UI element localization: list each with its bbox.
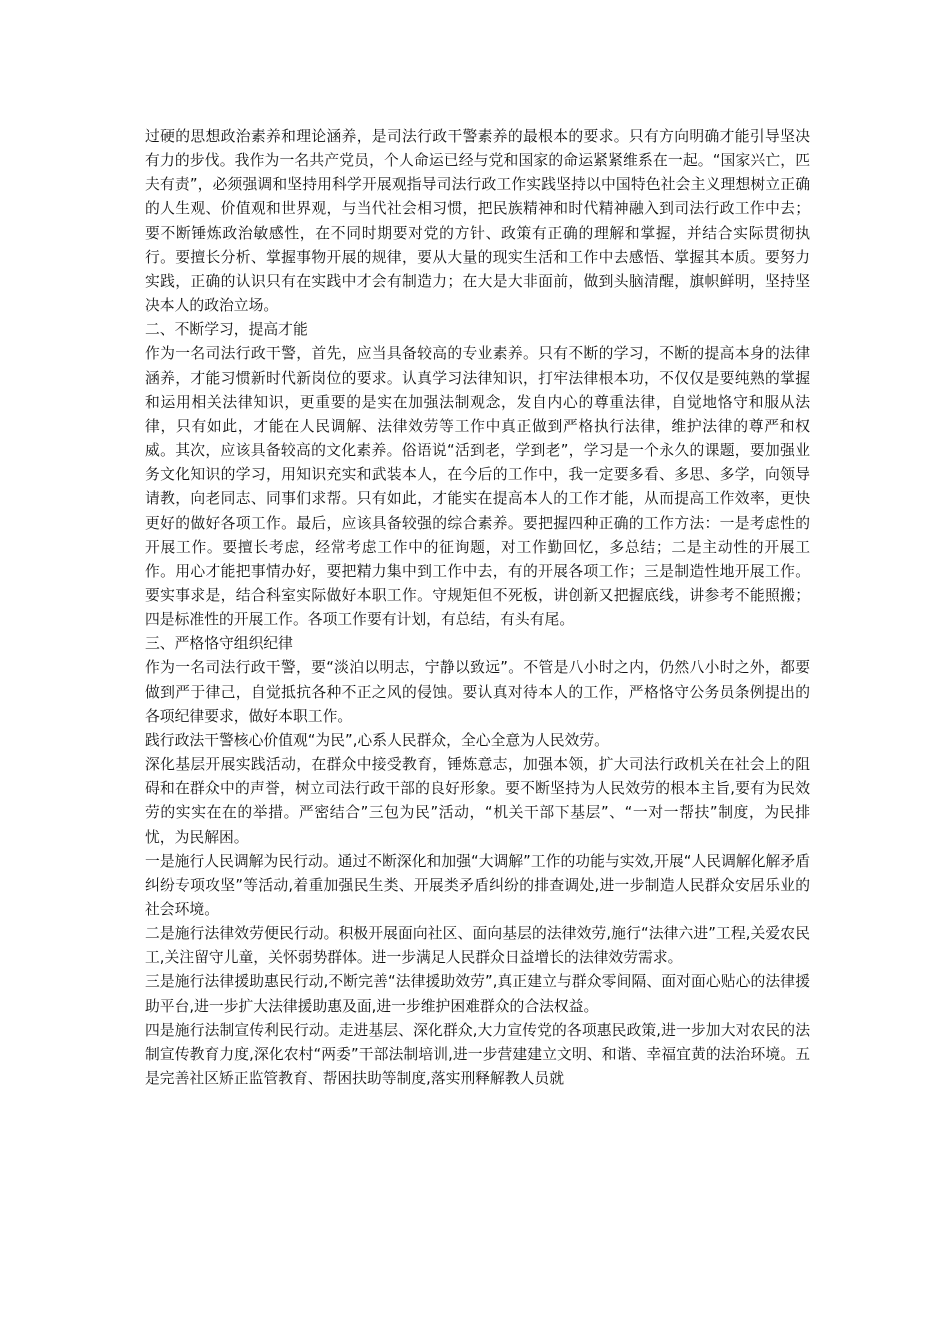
paragraph-action-2: 二是施行法律效劳便民行动。积极开展面向社区、面向基层的法律效劳,施行“法律六进”工程,关爱农民工,关注留守儿童，关怀弱势群体。进一步满足人民群众日益增长的法律效劳需求。 [145, 925, 810, 967]
paragraph-grassroots: 深化基层开展实践活动，在群众中接受教育，锤炼意志，加强本领，扩大司法行政机关在社会上的阻碍和在群众中的声誉，树立司法行政干部的良好形象。要不断坚持为人民效劳的根本主旨,要有为民效劳的实实在在的举措。严密结合”三包为民”活动，“机关干部下基层”、“一对一帮扶”制度，为民排忧，为民解困。 [145, 756, 810, 846]
section-heading-2: 二、不断学习，提高才能 [145, 321, 308, 339]
paragraph-discipline: 作为一名司法行政干警，要“淡泊以明志，宁静以致远”。不管是八小时之内，仍然八小时之外，都要做到严于律己，自觉抵抗各种不正之风的侵蚀。要认真对待本人的工作，严格恪守公务员条例提出的各项纪律要求，做好本职工作。 [145, 659, 810, 725]
paragraph-study: 作为一名司法行政干警，首先，应当具备较高的专业素养。只有不断的学习，不断的提高本身的法律涵养，才能习惯新时代新岗位的要求。认真学习法律知识，打牢法律根本功，不仅仅是要纯熟的掌握和运用相关法律知识，更重要的是实在加强法制观念，发自内心的尊重法律，自觉地恪守和服从法律，只有如此，才能在人民调解、法律效劳等工作中真正做到严格执行法律，维护法律的尊严和权威。其次，应该具备较高的文化素养。俗语说“活到老，学到老”，学习是一个永久的课题，要加强业务文化知识的学习，用知识充实和武装本人，在今后的工作中，我一定要多看、多思、多学，向领导请教，向老同志、同事们求帮。只有如此，才能实在提高本人的工作才能，从而提高工作效率，更快更好的做好各项工作。最后，应该具备较强的综合素养。要把握四种正确的工作方法：一是考虑性的开展工作。要擅长考虑，经常考虑工作中的征询题，对工作勤回忆，多总结；二是主动性的开展工作。用心才能把事情办好，要把精力集中到工作中去，有的开展各项工作；三是制造性地开展工作。要实事求是，结合科室实际做好本职工作。守规矩但不死板，讲创新又把握底线，讲参考不能照搬；四是标准性的开展工作。各项工作要有计划，有总结，有头有尾。 [145, 345, 810, 629]
section-heading-3: 三、严格恪守组织纪律 [145, 635, 293, 653]
paragraph-political-quality: 过硬的思想政治素养和理论涵养，是司法行政干警素养的最根本的要求。只有方向明确才能引导坚决有力的步伐。我作为一名共产党员，个人命运已经与党和国家的命运紧紧维系在一起。“国家兴亡，匹夫有责”，必须强调和坚持用科学开展观指导司法行政工作实践坚持以中国特色社会主义理想树立正确的人生观、价值观和世界观，与当代社会相习惯，把民族精神和时代精神融入到司法行政工作中去；要不断锤炼政治敏感性，在不同时期要对党的方针、政策有正确的理解和掌握，并结合实际贯彻执行。要擅长分析、掌握事物开展的规律，要从大量的现实生活和工作中去感悟、掌握其本质。要努力实践，正确的认识只有在实践中才会有制造力；在大是大非面前，做到头脑清醒，旗帜鲜明，坚持坚决本人的政治立场。 [145, 128, 810, 315]
paragraph-core-values: 践行政法干警核心价值观“为民”,心系人民群众，全心全意为人民效劳。 [145, 731, 609, 749]
document-page [145, 125, 810, 1091]
paragraph-action-3: 三是施行法律援助惠民行动,不断完善“法律援助效劳”,真正建立与群众零间隔、面对面心贴心的法律援助平台,进一步扩大法律援助惠及面,进一步维护困难群众的合法权益。 [145, 973, 810, 1015]
paragraph-action-1: 一是施行人民调解为民行动。通过不断深化和加强“大调解”工作的功能与实效,开展“人民调解化解矛盾纠纷专项攻坚”等活动,着重加强民生类、开展类矛盾纠纷的排查调处,进一步制造人民群众安居乐业的社会环境。 [145, 852, 810, 918]
paragraph-action-4: 四是施行法制宣传利民行动。走进基层、深化群众,大力宣传党的各项惠民政策,进一步加大对农民的法制宣传教育力度,深化农村“两委”干部法制培训,进一步营建建立文明、和谐、幸福宜黄的法治环境。五是完善社区矫正监管教育、帮困扶助等制度,落实刑释解教人员就 [145, 1021, 810, 1088]
